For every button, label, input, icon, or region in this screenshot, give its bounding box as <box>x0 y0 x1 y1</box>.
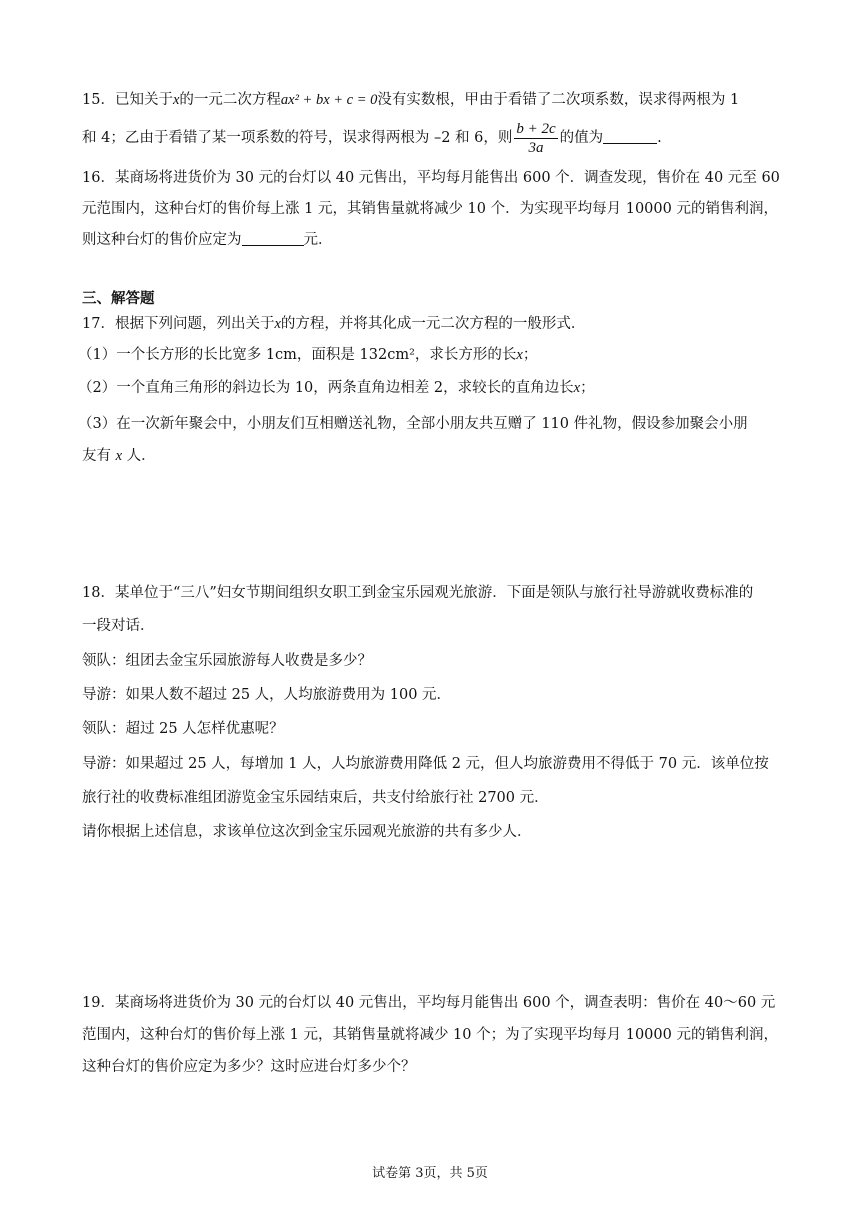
q15-text: 15．已知关于 <box>82 92 173 108</box>
q16-line-1: 16．某商场将进货价为 30 元的台灯以 40 元售出，平均每月能售出 600 个．调查发现，售价在 40 元至 60 <box>82 170 780 186</box>
q17-line-1 <box>82 314 585 334</box>
q15-text: 和 4；乙由于看错了某一项系数的符号，误求得两根为 –2 和 6，则 <box>82 130 513 146</box>
q17-text: （2）一个直角三角形的斜边长为 10，两条直角边相差 2，求较长的直角边长 <box>78 380 574 396</box>
q17-sub-3-cont <box>82 446 156 466</box>
q19-line-1: 19．某商场将进货价为 30 元的台灯以 40 元售出，平均每月能售出 600 个，调查表明：售价在 40～60 元 <box>82 995 776 1011</box>
q17-text: 的方程，并将其化成一元二次方程的一般形式． <box>280 316 586 332</box>
q17-sub-1 <box>78 345 537 365</box>
fraction-numerator: b + 2c <box>516 120 556 137</box>
quadratic-equation: ax² + bx + c = 0 <box>280 92 378 108</box>
q17-sub-3: （3）在一次新年聚会中，小朋友们互相赠送礼物，全部小朋友共互赠了 110 件礼物，假设参加聚会小朋 <box>78 416 748 432</box>
q17-text: ； <box>522 347 538 363</box>
q19-line-3: 这种台灯的售价应定为多少？这时应进台灯多少个？ <box>82 1059 416 1075</box>
q18-line-8: 请你根据上述信息，求该单位这次到金宝乐园观光旅游的共有多少人． <box>82 824 532 840</box>
q15-text: . <box>657 130 662 146</box>
q15-text: 的值为 <box>559 130 604 146</box>
q17-sub-2 <box>78 378 595 398</box>
q16-line-3 <box>82 230 333 250</box>
page-footer: 试卷第 3页，共 5页 <box>372 1166 488 1181</box>
answer-blank[interactable] <box>603 129 657 144</box>
q15-text: 的一元二次方程 <box>179 92 281 108</box>
q18-line-7: 旅行社的收费标准组团游览金宝乐园结束后，共支付给旅行社 2700 元． <box>82 790 549 806</box>
q17-text: 友有 <box>82 448 111 464</box>
fraction-denominator: 3a <box>528 139 544 156</box>
variable-x: x <box>172 92 180 108</box>
q16-text: 则这种台灯的售价应定为 <box>82 232 242 248</box>
q15-line-2 <box>82 118 662 158</box>
q18-line-5: 领队：超过 25 人怎样优惠呢？ <box>82 721 284 737</box>
q17-text: ； <box>580 380 595 396</box>
q17-text: 人． <box>126 448 156 464</box>
variable-x: x <box>516 347 523 363</box>
variable-x: x <box>573 380 581 396</box>
q19-line-2: 范围内，这种台灯的售价每上涨 1 元，其销售量就将减少 10 个；为了实现平均每月 10000 元的销售利润， <box>82 1027 778 1043</box>
q16-line-2: 元范围内，这种台灯的售价每上涨 1 元，其销售量就将减少 10 个．为实现平均每月 10000 元的销售利润， <box>82 201 778 217</box>
q15-line-1 <box>82 90 739 110</box>
answer-blank[interactable] <box>242 231 304 246</box>
q18-line-2: 一段对话． <box>82 618 155 634</box>
q18-line-6: 导游：如果超过 25 人，每增加 1 人，人均旅游费用降低 2 元，但人均旅游费用不得低于 70 元．该单位按 <box>82 756 769 772</box>
q17-text: （1）一个长方形的长比宽多 1cm，面积是 132cm²，求长方形的长 <box>78 347 517 363</box>
section-heading: 三、解答题 <box>82 290 155 307</box>
q15-text: 没有实数根，甲由于看错了二次项系数，误求得两根为 1 <box>377 92 740 108</box>
q18-line-4: 导游：如果人数不超过 25 人，人均旅游费用为 100 元． <box>82 687 452 703</box>
q16-text: 元． <box>303 232 333 248</box>
q17-text: 17．根据下列问题，列出关于 <box>82 316 275 332</box>
variable-x: x <box>115 448 123 464</box>
variable-x: x <box>274 316 281 332</box>
q18-line-1: 18．某单位于“三八”妇女节期间组织女职工到金宝乐园观光旅游．下面是领队与旅行社导游就收费标准的 <box>82 585 754 601</box>
fraction <box>514 120 557 157</box>
q18-line-3: 领队：组团去金宝乐园旅游每人收费是多少？ <box>82 653 372 669</box>
